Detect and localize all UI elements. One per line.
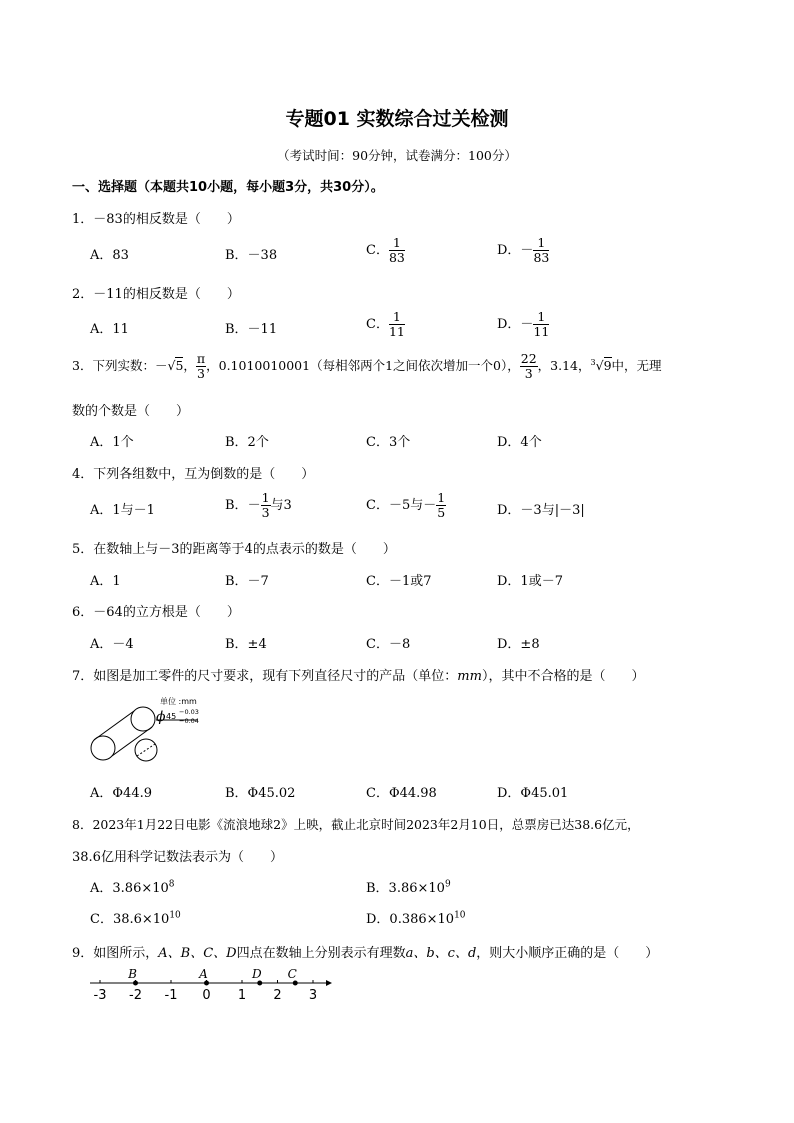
numerator: 1 — [437, 490, 446, 505]
numerator: 1 — [389, 310, 405, 325]
q3-option-d: D．4个 — [497, 435, 542, 450]
cylinder-part-figure — [86, 692, 216, 770]
point-label: C — [287, 967, 297, 981]
q6-option-d: D．±8 — [497, 637, 540, 652]
denominator: 5 — [437, 505, 446, 520]
option-tail: 与3 — [270, 498, 292, 513]
phi-symbol: ϕ — [156, 709, 166, 725]
q7-option-d: D．Φ45.01 — [497, 786, 569, 801]
nominal-diameter: 45 — [166, 712, 177, 721]
q2-option-c — [366, 310, 405, 339]
tick-label: -3 — [93, 988, 107, 1003]
numerator: π — [196, 351, 206, 366]
exponent: 9 — [444, 879, 451, 890]
q7-text: ），其中不合格的是（ ） — [481, 669, 645, 684]
exponent: 10 — [169, 910, 181, 921]
q3-option-c: C．3个 — [366, 435, 411, 450]
fraction-pi-over-3 — [196, 352, 206, 381]
tick-label: -2 — [129, 988, 142, 1003]
denominator: 3 — [197, 366, 205, 381]
q5-option-a: A．1 — [90, 574, 121, 589]
q7-option-b: B．Φ45.02 — [225, 786, 296, 801]
question-3-stem — [72, 352, 662, 381]
radicand: 9 — [603, 358, 612, 373]
option-text: B．3.86×10 — [366, 881, 445, 896]
denominator: 3 — [261, 505, 270, 520]
tick-label: -1 — [164, 988, 178, 1003]
q3-text: ，3.14， — [537, 358, 591, 373]
q7-option-c: C．Φ44.98 — [366, 786, 437, 801]
fraction — [261, 491, 271, 520]
q5-option-d: D．1或－7 — [497, 574, 563, 589]
numerator: 22 — [520, 351, 537, 366]
point-label: B — [128, 967, 137, 981]
radicand: 5 — [175, 358, 184, 373]
variable-letters: a、b、c、d — [405, 946, 477, 961]
q9-text: ，则大小顺序正确的是（ ） — [476, 946, 659, 961]
denominator: 83 — [388, 250, 405, 265]
q7-option-a: A．Φ44.9 — [90, 786, 152, 801]
denominator: 11 — [533, 324, 550, 339]
exponent: 10 — [454, 910, 466, 921]
q6-option-a: A．－4 — [90, 637, 134, 652]
q4-option-b — [225, 491, 292, 520]
q5-option-b: B．－7 — [225, 574, 269, 589]
unit-text: mm — [457, 669, 482, 684]
arrow-icon — [326, 980, 332, 986]
option-label: C． — [366, 317, 389, 332]
q2-option-b: B．－11 — [225, 322, 278, 337]
question-1-stem: 1．－83的相反数是（ ） — [72, 212, 240, 227]
q8-option-c — [90, 908, 181, 927]
section-heading: 一、选择题（本题共10小题，每小题3分，共30分）。 — [72, 180, 384, 195]
q8-option-b — [366, 877, 451, 896]
question-2-stem: 2．－11的相反数是（ ） — [72, 287, 240, 302]
question-3-line2: 数的个数是（ ） — [72, 404, 190, 419]
diameter-line — [137, 744, 155, 756]
q8-option-a — [90, 877, 175, 896]
q9-text: 四点在数轴上分别表示有理数 — [236, 946, 406, 961]
q8-option-d — [366, 908, 466, 927]
option-text: A．3.86×10 — [90, 881, 169, 896]
numerator: 1 — [389, 236, 405, 251]
q7-text: 7．如图是加工零件的尺寸要求，现有下列直径尺寸的产品（单位： — [72, 669, 458, 684]
option-text: C．38.6×10 — [90, 912, 170, 927]
root-index: 3 — [590, 357, 596, 367]
sqrt-symbol: √ — [167, 358, 176, 373]
q1-option-b: B．－38 — [225, 248, 278, 263]
exponent: 8 — [168, 879, 175, 890]
q4-option-d: D．－3与|－3| — [497, 503, 585, 518]
question-4-stem: 4．下列各组数中，互为倒数的是（ ） — [72, 467, 315, 482]
sqrt-symbol: √ — [595, 358, 604, 373]
point-marker — [204, 981, 209, 986]
q6-option-c: C．－8 — [366, 637, 411, 652]
point-marker — [133, 981, 138, 986]
point-marker — [293, 981, 298, 986]
cylinder-edge — [94, 711, 134, 740]
q2-option-a: A．11 — [90, 322, 129, 337]
tick-label: 2 — [273, 988, 282, 1003]
q1-option-a: A．83 — [90, 248, 129, 263]
tick-label: 1 — [237, 988, 247, 1003]
figure-unit-label: 单位 :mm — [160, 697, 197, 706]
exam-info: （考试时间：90分钟，试卷满分：100分） — [277, 148, 517, 163]
question-5-stem: 5．在数轴上与－3的距离等于4的点表示的数是（ ） — [72, 542, 396, 557]
minus-sign: － — [423, 498, 437, 513]
option-label: D．－ — [497, 317, 534, 332]
numerator: 1 — [533, 310, 549, 325]
fraction — [533, 236, 549, 265]
q3-text: ，0.1010010001（每相邻两个1之间依次增加一个0）， — [206, 358, 520, 373]
point-label: D — [251, 967, 262, 981]
q5-option-c: C．－1或7 — [366, 574, 432, 589]
option-label: D．－ — [497, 243, 534, 258]
q1-option-d — [497, 236, 549, 265]
fraction-22-over-3 — [520, 352, 538, 381]
lower-tolerance: −0.04 — [179, 717, 199, 725]
denominator: 3 — [524, 366, 533, 381]
upper-tolerance: −0.03 — [179, 708, 199, 716]
q3-option-a: A．1个 — [90, 435, 134, 450]
point-marker — [257, 981, 262, 986]
q4-option-a: A．1与－1 — [90, 503, 155, 518]
option-label: C． — [366, 243, 389, 258]
cylinder-edge — [112, 727, 152, 756]
fraction — [533, 310, 549, 339]
option-text: D．0.386×10 — [366, 912, 455, 927]
q3-text: 3．下列实数：－ — [72, 358, 168, 373]
q3-option-b: B．2个 — [225, 435, 269, 450]
numerator: 1 — [261, 490, 270, 505]
cross-section-circle — [135, 739, 157, 761]
q2-option-d — [497, 310, 549, 339]
minus-sign: － — [247, 498, 261, 513]
fraction — [436, 491, 446, 520]
q3-text: 中，无理 — [611, 358, 662, 373]
denominator: 11 — [388, 324, 405, 339]
q6-option-b: B．±4 — [225, 637, 267, 652]
q4-option-c — [366, 491, 446, 520]
tick-label: 0 — [202, 988, 211, 1003]
q9-text: 9．如图所示， — [72, 946, 159, 961]
tick-label: 3 — [308, 988, 318, 1003]
point-letters: A、B、C、D — [158, 946, 237, 961]
q3-text: ， — [183, 358, 196, 373]
option-label: B． — [225, 498, 248, 513]
number-line-figure — [86, 964, 336, 1004]
numerator: 1 — [533, 236, 549, 251]
q1-option-c — [366, 236, 405, 265]
denominator: 83 — [533, 250, 550, 265]
page-title: 专题01 实数综合过关检测 — [285, 108, 509, 130]
option-label: C．－5与 — [366, 498, 424, 513]
point-label: A — [199, 967, 208, 981]
question-8-line2: 38.6亿用科学记数法表示为（ ） — [72, 850, 283, 865]
question-7-stem — [72, 665, 644, 684]
fraction — [389, 236, 405, 265]
fraction — [389, 310, 405, 339]
question-6-stem: 6．－64的立方根是（ ） — [72, 605, 240, 620]
question-8-line1: 8．2023年1月22日电影《流浪地球2》上映，截止北京时间2023年2月10日，总票房已达38.6亿元， — [72, 817, 640, 832]
question-9-stem — [72, 942, 658, 961]
